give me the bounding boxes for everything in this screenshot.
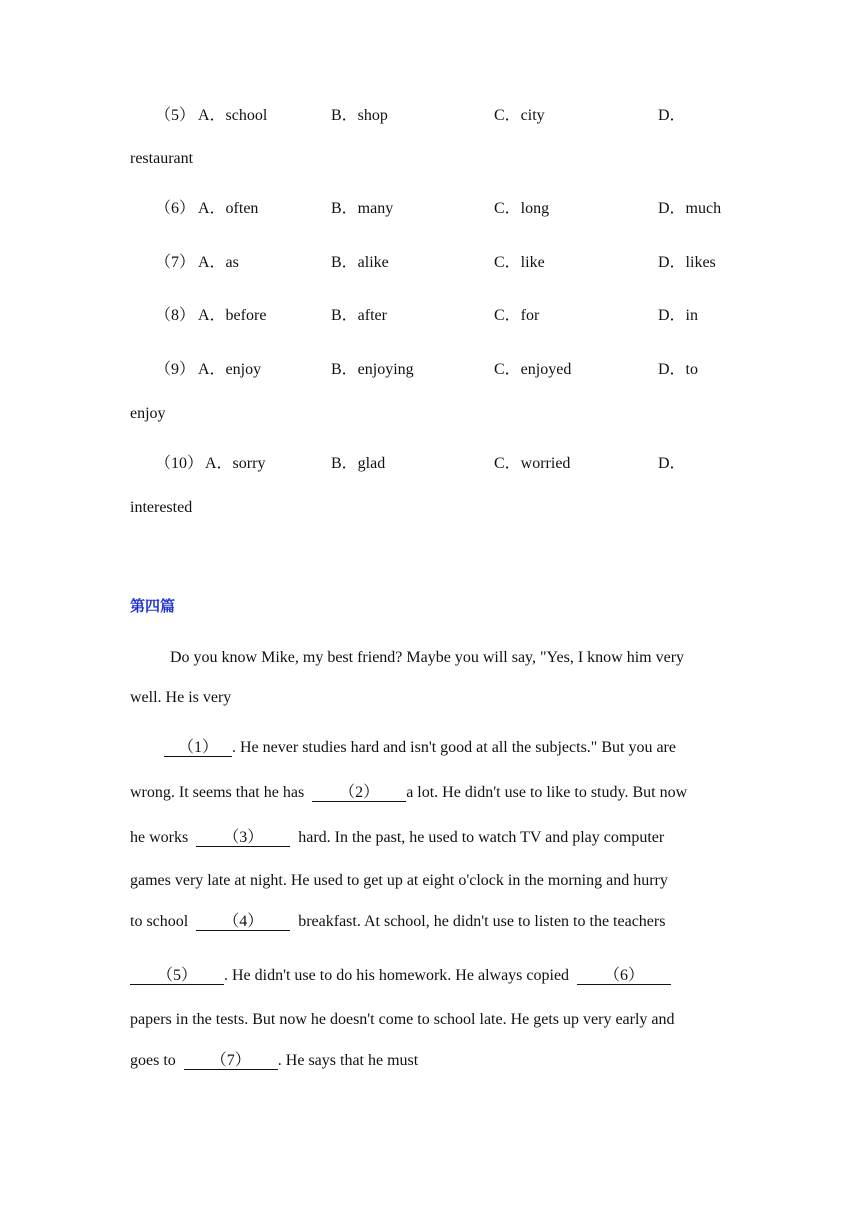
- option-d: D．: [658, 107, 686, 124]
- blank-2[interactable]: （2）: [312, 785, 406, 802]
- option-d: D．in: [658, 307, 699, 324]
- blank-1[interactable]: （1）: [164, 740, 232, 757]
- passage-line: [130, 966, 671, 986]
- passage-text: goes to: [130, 1052, 176, 1069]
- option-d-wrap: interested: [130, 499, 193, 516]
- option-c: C．for: [494, 307, 540, 324]
- passage-line: [130, 828, 664, 848]
- option-d-wrap: enjoy: [130, 405, 166, 422]
- option-b: B．glad: [331, 455, 386, 472]
- option-b: B．after: [331, 307, 387, 324]
- passage-text: . He never studies hard and isn't good at all the subjects." But you are: [232, 739, 676, 756]
- option-d: D．likes: [658, 254, 716, 271]
- option-a: A．before: [198, 307, 267, 324]
- question-number: （6）: [155, 200, 196, 217]
- passage-text: to school: [130, 913, 189, 930]
- option-a: A．sorry: [205, 455, 266, 472]
- passage-text: . He didn't use to do his homework. He always copied: [224, 967, 570, 984]
- blank-6[interactable]: （6）: [577, 968, 671, 985]
- option-d: D．: [658, 455, 686, 472]
- blank-3[interactable]: （3）: [196, 830, 290, 847]
- option-d: D．much: [658, 200, 722, 217]
- question-number: （9）: [155, 361, 196, 378]
- passage-line: well. He is very: [130, 689, 232, 706]
- passage-line: [130, 783, 687, 803]
- option-c: C．worried: [494, 455, 571, 472]
- passage-text: a lot. He didn't use to like to study. But now: [406, 784, 688, 801]
- option-b: B．many: [331, 200, 394, 217]
- blank-7[interactable]: （7）: [184, 1053, 278, 1070]
- question-number: （10）: [155, 455, 204, 472]
- passage-text: . He says that he must: [277, 1052, 419, 1069]
- passage-text: hard. In the past, he used to watch TV and play computer: [298, 829, 665, 846]
- passage-text: he works: [130, 829, 189, 846]
- option-c: C．enjoyed: [494, 361, 572, 378]
- option-a: A．as: [198, 254, 239, 271]
- option-c: C．long: [494, 200, 550, 217]
- passage-line: games very late at night. He used to get up at eight o'clock in the morning and hurry: [130, 872, 668, 889]
- question-number: （8）: [155, 307, 196, 324]
- option-a: A．enjoy: [198, 361, 262, 378]
- option-b: B．shop: [331, 107, 388, 124]
- passage-line: [130, 912, 665, 932]
- blank-5[interactable]: （5）: [130, 968, 224, 985]
- passage-text: breakfast. At school, he didn't use to listen to the teachers: [298, 913, 666, 930]
- section-title: 第四篇: [130, 597, 176, 615]
- passage-line: papers in the tests. But now he doesn't come to school late. He gets up very early and: [130, 1011, 675, 1028]
- option-d-wrap: restaurant: [130, 150, 194, 167]
- passage-line: [130, 1051, 418, 1071]
- option-d: D．to: [658, 361, 699, 378]
- option-b: B．alike: [331, 254, 389, 271]
- question-number: （7）: [155, 254, 196, 271]
- passage-line: Do you know Mike, my best friend? Maybe you will say, "Yes, I know him very: [170, 649, 685, 666]
- option-c: C．like: [494, 254, 545, 271]
- question-number: （5）: [155, 107, 196, 124]
- passage-line: [164, 738, 676, 758]
- option-b: B．enjoying: [331, 361, 414, 378]
- passage-text: wrong. It seems that he has: [130, 784, 305, 801]
- option-a: A．school: [198, 107, 268, 124]
- blank-4[interactable]: （4）: [196, 914, 290, 931]
- option-c: C．city: [494, 107, 545, 124]
- option-a: A．often: [198, 200, 259, 217]
